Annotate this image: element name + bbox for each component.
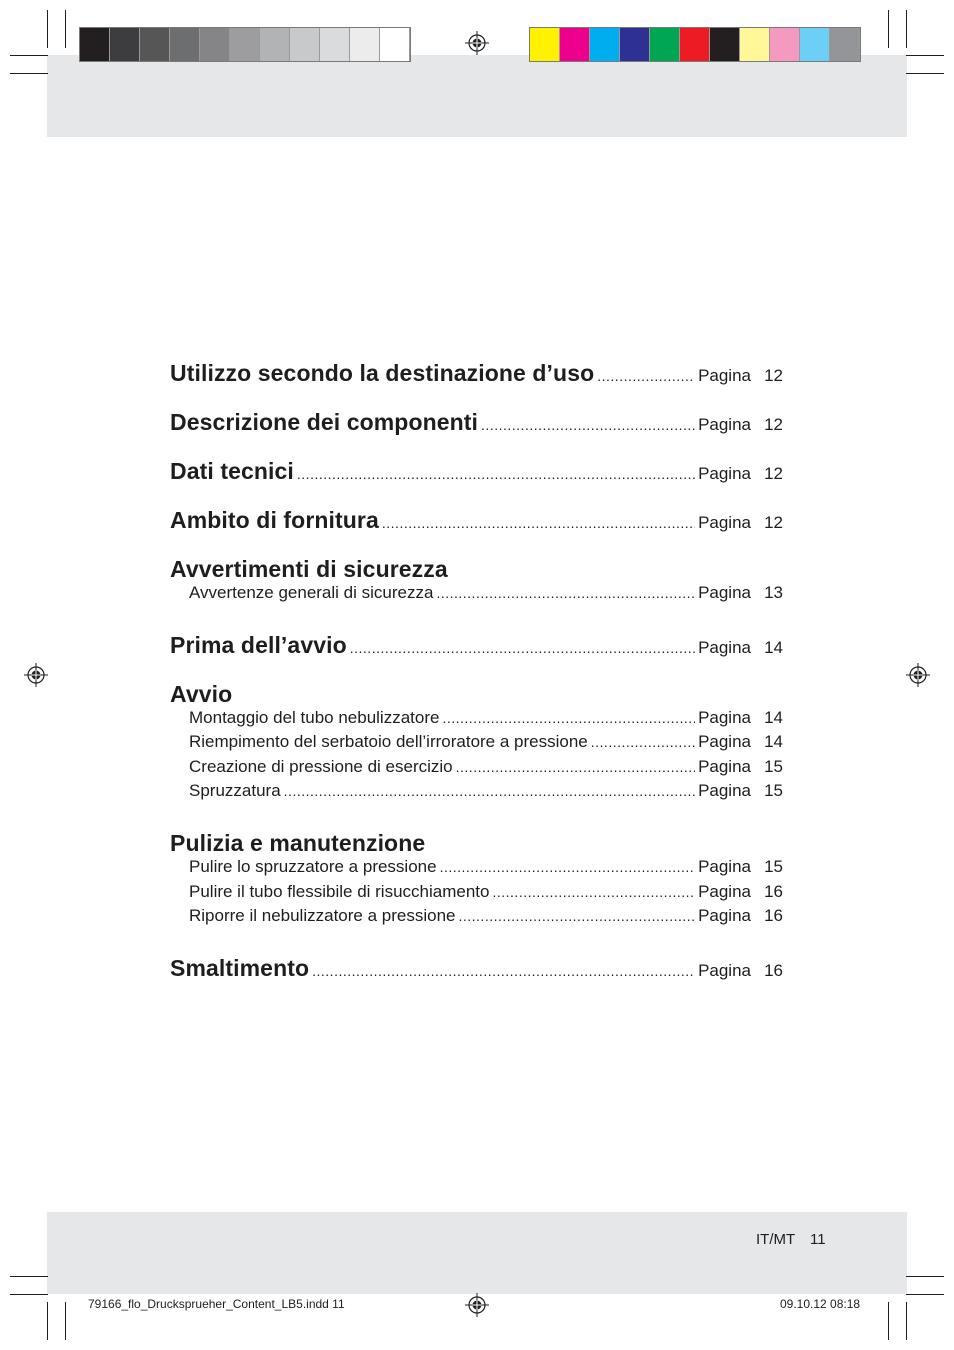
header-band: [47, 55, 907, 137]
toc-page-number: 12: [764, 513, 783, 532]
toc-leader: [312, 963, 695, 979]
toc-entry[interactable]: [170, 458, 783, 507]
footer-language: IT/MT: [756, 1231, 796, 1248]
toc-section-title: Dati tecnici: [170, 458, 294, 484]
toc-page-number: 12: [764, 366, 783, 385]
slug-datetime: 09.10.12 08:18: [780, 1297, 861, 1311]
color-swatch: [590, 28, 620, 61]
toc-subentry[interactable]: [170, 882, 783, 907]
toc-section-title: Avvio: [170, 680, 233, 707]
toc-subsection-title: Montaggio del tubo nebulizzatore: [189, 707, 440, 727]
toc-leader: [481, 417, 695, 433]
color-swatch: [650, 28, 680, 61]
toc-leader: [597, 368, 695, 384]
color-swatch: [740, 28, 770, 61]
toc-page-label: Pagina: [698, 637, 751, 657]
toc-subentry[interactable]: [170, 906, 783, 931]
color-swatch: [770, 28, 800, 61]
table-of-contents: [170, 360, 783, 1004]
toc-page-label: Pagina: [698, 464, 751, 483]
gray-swatch: [350, 28, 380, 61]
toc-subsection-title: Riempimento del serbatoio dell’irroratore a pressione: [189, 732, 588, 752]
toc-page-number: 15: [764, 756, 783, 776]
toc-page-label: Pagina: [698, 856, 751, 876]
toc-subsection-title: Spruzzatura: [189, 781, 281, 801]
toc-page-number: 15: [764, 856, 783, 876]
color-swatch: [830, 28, 860, 61]
toc-subsection-title: Avvertenze generali di sicurezza: [189, 583, 434, 602]
toc-page-label: Pagina: [698, 756, 751, 776]
gray-swatch: [290, 28, 320, 61]
registration-mark-icon: [906, 663, 930, 687]
color-swatch: [680, 28, 710, 61]
toc-page-number: 12: [764, 464, 783, 483]
toc-page-label: Pagina: [698, 906, 751, 926]
toc-leader: [436, 585, 695, 601]
toc-page-number: 12: [764, 415, 783, 434]
toc-leader: [382, 515, 695, 531]
toc-leader: [458, 908, 695, 924]
toc-leader: [284, 783, 695, 799]
gray-swatch: [200, 28, 230, 61]
toc-subentry[interactable]: [170, 857, 783, 882]
toc-page-label: Pagina: [698, 881, 751, 901]
toc-page-number: 16: [764, 881, 783, 901]
gray-swatch: [320, 28, 350, 61]
toc-leader: [440, 859, 695, 875]
toc-leader: [456, 759, 695, 775]
toc-page-number: 15: [764, 781, 783, 801]
toc-page-number: 16: [764, 960, 783, 980]
toc-page-label: Pagina: [698, 415, 751, 434]
registration-mark-icon: [465, 31, 489, 55]
gray-swatch: [380, 28, 410, 61]
toc-leader: [297, 466, 695, 482]
toc-entry[interactable]: [170, 632, 783, 681]
toc-page-label: Pagina: [698, 707, 751, 727]
toc-subentry[interactable]: [170, 583, 783, 608]
gray-swatch: [110, 28, 140, 61]
color-swatch: [530, 28, 560, 61]
toc-entry[interactable]: [170, 507, 783, 556]
toc-leader: [492, 884, 695, 900]
footer-band: [47, 1212, 907, 1294]
gray-swatch: [170, 28, 200, 61]
toc-leader: [442, 710, 695, 726]
toc-leader: [350, 640, 695, 656]
toc-subentry[interactable]: [170, 708, 783, 733]
toc-section-title: Ambito di fornitura: [170, 507, 379, 533]
registration-mark-icon: [465, 1293, 489, 1317]
toc-page-number: 14: [764, 732, 783, 752]
toc-page-label: Pagina: [698, 781, 751, 801]
toc-page-number: 16: [764, 906, 783, 926]
toc-section-heading: [170, 830, 783, 857]
toc-section-title: Avvertimenti di sicurezza: [170, 556, 448, 582]
toc-page-number: 14: [764, 637, 783, 657]
toc-section-title: Utilizzo secondo la destinazione d’uso: [170, 360, 595, 386]
registration-mark-icon: [24, 663, 48, 687]
toc-page-label: Pagina: [698, 732, 751, 752]
toc-subsection-title: Pulire lo spruzzatore a pressione: [189, 856, 437, 876]
toc-section-title: Smaltimento: [170, 954, 310, 981]
toc-section-title: Descrizione dei componenti: [170, 409, 479, 435]
color-swatch: [710, 28, 740, 61]
gray-swatch: [260, 28, 290, 61]
gray-swatch: [140, 28, 170, 61]
gray-swatch: [80, 28, 110, 61]
toc-page-number: 13: [764, 583, 783, 602]
toc-subentry[interactable]: [170, 757, 783, 782]
footer-page-number: 11: [810, 1231, 826, 1248]
color-swatch: [800, 28, 830, 61]
toc-page-label: Pagina: [698, 366, 751, 385]
gray-swatch: [230, 28, 260, 61]
color-swatch: [620, 28, 650, 61]
toc-page-label: Pagina: [698, 960, 751, 980]
toc-subsection-title: Pulire il tubo flessibile di risucchiamento: [189, 881, 490, 901]
color-calibration-bar: [529, 27, 861, 62]
toc-page-label: Pagina: [698, 513, 751, 532]
toc-section-heading: [170, 556, 783, 583]
toc-page-number: 14: [764, 707, 783, 727]
toc-entry[interactable]: [170, 360, 783, 409]
toc-page-label: Pagina: [698, 583, 751, 602]
toc-entry[interactable]: [170, 955, 783, 1004]
toc-entry[interactable]: [170, 409, 783, 458]
slug-filename: 79166_flo_Druckspruеher_Content_LB5.indd 11: [88, 1297, 345, 1311]
toc-subentry[interactable]: [170, 781, 783, 806]
toc-leader: [591, 734, 695, 750]
toc-subsection-title: Creazione di pressione di esercizio: [189, 756, 453, 776]
grayscale-calibration-bar: [79, 27, 411, 62]
toc-section-title: Prima dell’avvio: [170, 631, 347, 658]
toc-subentry[interactable]: [170, 732, 783, 757]
toc-section-heading: [170, 681, 783, 708]
toc-section-title: Pulizia e manutenzione: [170, 829, 426, 856]
color-swatch: [560, 28, 590, 61]
toc-subsection-title: Riporre il nebulizzatore a pressione: [189, 906, 456, 926]
